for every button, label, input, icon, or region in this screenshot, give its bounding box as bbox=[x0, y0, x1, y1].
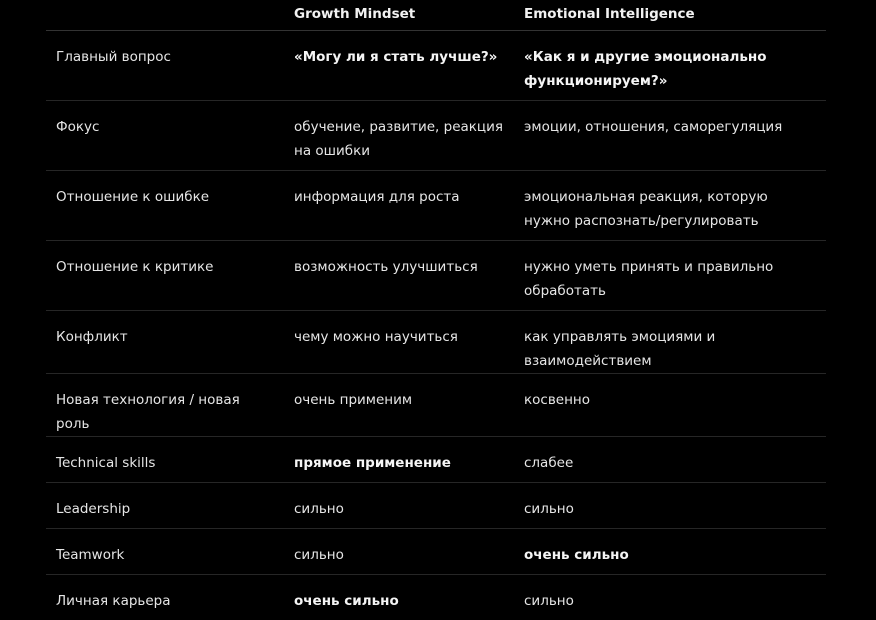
header-empty bbox=[46, 0, 284, 31]
row-label: Новая технология / новая роль bbox=[46, 374, 284, 437]
header-growth-mindset: Growth Mindset bbox=[284, 0, 514, 31]
table-row bbox=[46, 575, 826, 620]
row-label: Отношение к ошибке bbox=[46, 171, 284, 241]
table-row bbox=[46, 437, 826, 483]
emotional-intelligence-cell: эмоции, отношения, саморегуляция bbox=[514, 101, 826, 171]
row-label: Главный вопрос bbox=[46, 31, 284, 101]
growth-mindset-cell: возможность улучшиться bbox=[284, 241, 514, 311]
table-row bbox=[46, 483, 826, 529]
table-row bbox=[46, 241, 826, 311]
table-header-row bbox=[46, 0, 826, 31]
growth-mindset-cell: информация для роста bbox=[284, 171, 514, 241]
emotional-intelligence-cell: сильно bbox=[514, 575, 826, 620]
growth-mindset-cell: сильно bbox=[284, 483, 514, 529]
emotional-intelligence-cell: сильно bbox=[514, 483, 826, 529]
row-label: Technical skills bbox=[46, 437, 284, 483]
row-label: Teamwork bbox=[46, 529, 284, 575]
growth-mindset-cell: очень сильно bbox=[284, 575, 514, 620]
row-label: Leadership bbox=[46, 483, 284, 529]
growth-mindset-cell: «Могу ли я стать лучше?» bbox=[284, 31, 514, 101]
emotional-intelligence-cell: «Как я и другие эмоционально функционируем?» bbox=[514, 31, 826, 101]
table-row bbox=[46, 529, 826, 575]
comparison-table bbox=[46, 0, 826, 620]
row-label: Личная карьера bbox=[46, 575, 284, 620]
growth-mindset-cell: обучение, развитие, реакция на ошибки bbox=[284, 101, 514, 171]
row-label: Конфликт bbox=[46, 311, 284, 374]
comparison-table-container bbox=[46, 0, 826, 620]
emotional-intelligence-cell: очень сильно bbox=[514, 529, 826, 575]
row-label: Фокус bbox=[46, 101, 284, 171]
growth-mindset-cell: сильно bbox=[284, 529, 514, 575]
emotional-intelligence-cell: как управлять эмоциями и взаимодействием bbox=[514, 311, 826, 374]
row-label: Отношение к критике bbox=[46, 241, 284, 311]
emotional-intelligence-cell: слабее bbox=[514, 437, 826, 483]
table-row bbox=[46, 374, 826, 437]
growth-mindset-cell: очень применим bbox=[284, 374, 514, 437]
table-row bbox=[46, 311, 826, 374]
table-row bbox=[46, 31, 826, 101]
emotional-intelligence-cell: нужно уметь принять и правильно обработать bbox=[514, 241, 826, 311]
header-emotional-intelligence: Emotional Intelligence bbox=[514, 0, 826, 31]
emotional-intelligence-cell: косвенно bbox=[514, 374, 826, 437]
table-row bbox=[46, 171, 826, 241]
emotional-intelligence-cell: эмоциональная реакция, которую нужно распознать/регулировать bbox=[514, 171, 826, 241]
growth-mindset-cell: чему можно научиться bbox=[284, 311, 514, 374]
table-row bbox=[46, 101, 826, 171]
growth-mindset-cell: прямое применение bbox=[284, 437, 514, 483]
